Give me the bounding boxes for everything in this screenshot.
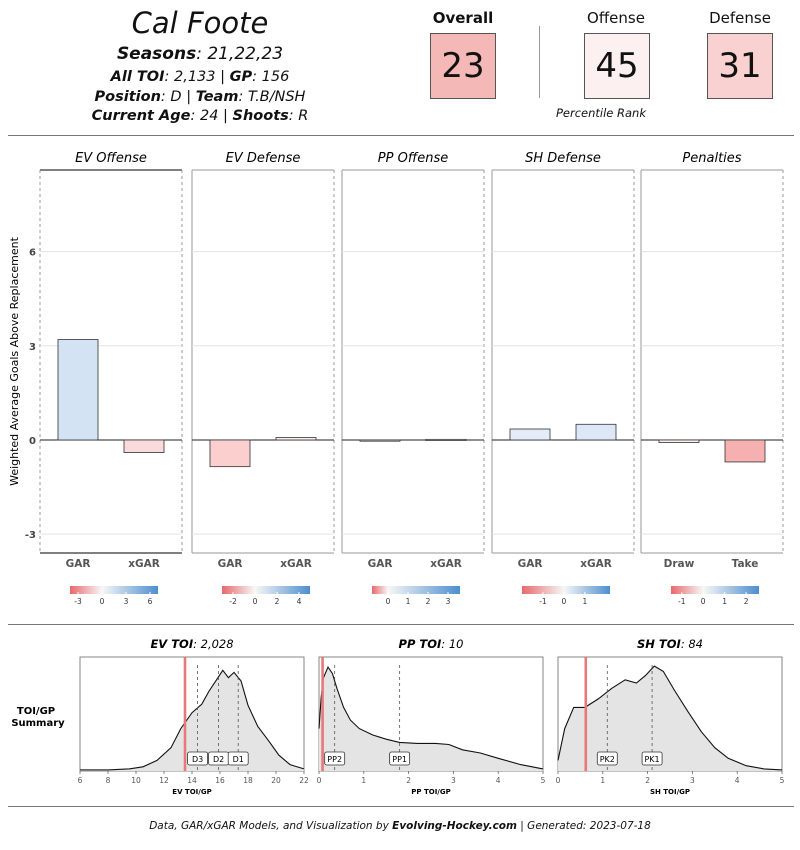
color-scale-label: 2: [425, 597, 431, 606]
gp-value: : 156: [252, 69, 290, 85]
bar-take: [725, 440, 765, 462]
color-scale-label: 6: [147, 597, 153, 606]
footer-credit: [0, 820, 800, 832]
toi-panel-1: [317, 637, 546, 796]
bar-xgar: [124, 440, 164, 453]
panel-title: SH Defense: [525, 151, 601, 166]
team-value: : T.B/NSH: [238, 89, 306, 105]
color-scale-label: -1: [677, 597, 686, 606]
color-scale-label: 3: [123, 597, 129, 606]
seasons-line: [0, 44, 400, 64]
x-tick-label: 4: [495, 776, 501, 785]
x-tick-label: 0: [555, 776, 561, 785]
x-tick-label: 12: [159, 776, 169, 785]
bar-gar: [510, 429, 550, 440]
color-scale-label: -3: [74, 597, 82, 606]
defense-rank-label: Defense: [709, 9, 771, 27]
x-tick-label: 1: [600, 776, 606, 785]
color-scale-label: 1: [405, 597, 411, 606]
gar-panel-pp-offense: [342, 151, 484, 606]
position-value: : D |: [160, 89, 196, 105]
toi-panel-0: [78, 637, 309, 796]
x-tick-label: GAR: [517, 558, 543, 570]
color-scale-label: 3: [445, 597, 451, 606]
mid-divider: [8, 624, 794, 625]
y-axis-label: Weighted Average Goals Above Replacement: [8, 237, 21, 486]
row-label: Summary: [11, 718, 65, 729]
y-tick-label: 0: [29, 435, 36, 447]
x-tick-label: xGAR: [280, 558, 312, 570]
bar-xgar: [576, 424, 616, 440]
color-scale-label: 2: [743, 597, 749, 606]
x-tick-label: 3: [451, 776, 456, 785]
header-divider: [8, 135, 794, 136]
overall-rank-label: Overall: [432, 9, 494, 27]
color-scale-label: 0: [252, 597, 258, 606]
footer-suffix: | Generated: 2023-07-18: [516, 820, 651, 832]
y-tick-label: 3: [29, 341, 36, 353]
player-name: Cal Foote: [131, 6, 269, 40]
offense-rank-value: 45: [595, 46, 639, 86]
x-tick-label: 0: [316, 776, 322, 785]
bar-xgar: [276, 437, 316, 440]
x-tick-label: Draw: [663, 558, 695, 570]
role-marker-label: D1: [232, 755, 244, 764]
color-scale-label: 0: [385, 597, 391, 606]
x-tick-label: 1: [361, 776, 367, 785]
x-tick-label: 22: [299, 776, 309, 785]
x-tick-label: 5: [779, 776, 785, 785]
role-marker-label: PK1: [644, 755, 660, 764]
toi-value: : 2,133 |: [164, 69, 230, 85]
toi-title-value: : 2,028: [193, 637, 234, 651]
toi-label: All TOI: [110, 69, 165, 85]
toi-density-chart: [0, 628, 800, 804]
seasons-label: Seasons: [116, 44, 197, 64]
gar-panel-sh-defense: [492, 151, 634, 606]
x-tick-label: 4: [734, 776, 740, 785]
panel-title: EV Offense: [75, 151, 147, 166]
x-tick-label: 8: [105, 776, 111, 785]
x-tick-label: 16: [215, 776, 225, 785]
toi-title-value: : 84: [680, 637, 703, 651]
footer-prefix: Data, GAR/xGAR Models, and Visualization by: [149, 820, 393, 832]
toi-title-value: : 10: [441, 637, 464, 651]
offense-rank-box: [584, 33, 650, 99]
toi-title-label: EV TOI: [150, 637, 194, 651]
toi-panel-title: [637, 637, 703, 651]
panel-title: PP Offense: [377, 151, 449, 166]
row-label: TOI/GP: [16, 706, 56, 717]
x-axis-label: EV TOI/GP: [172, 788, 212, 796]
color-scale-label: 0: [99, 597, 105, 606]
x-tick-label: 5: [540, 776, 546, 785]
y-tick-label: -3: [24, 530, 36, 542]
color-scale-label: 4: [296, 597, 302, 606]
x-axis-label: SH TOI/GP: [649, 788, 691, 796]
x-tick-label: Take: [731, 558, 759, 570]
x-tick-label: 2: [645, 776, 650, 785]
overall-rank-value: 23: [441, 46, 485, 86]
age-shoots-line: [0, 108, 400, 124]
overall-rank-box: [430, 33, 496, 99]
x-tick-label: 2: [406, 776, 411, 785]
seasons-value: : 21,22,23: [196, 44, 284, 64]
x-tick-label: 14: [187, 776, 197, 785]
x-tick-label: xGAR: [128, 558, 160, 570]
rank-divider: [539, 26, 540, 98]
x-tick-label: GAR: [217, 558, 243, 570]
shoots-label: Shoots: [232, 108, 289, 124]
gar-panel-ev-defense: [192, 151, 334, 606]
x-tick-label: 18: [243, 776, 253, 785]
x-axis-label: PP TOI/GP: [411, 788, 451, 796]
x-tick-label: 10: [131, 776, 141, 785]
shoots-value: : R: [288, 108, 309, 124]
role-marker-label: D2: [212, 755, 225, 764]
gar-bar-chart: [0, 140, 800, 620]
y-tick-label: 6: [29, 247, 36, 259]
position-label: Position: [94, 89, 161, 105]
color-scale-label: 1: [722, 597, 728, 606]
offense-rank-label: Offense: [587, 9, 645, 27]
bar-gar: [58, 340, 98, 440]
toi-title-label: PP TOI: [398, 637, 442, 651]
role-marker-label: PK2: [599, 755, 615, 764]
color-scale-bar: [522, 586, 610, 594]
role-marker-label: PP2: [327, 755, 343, 764]
x-tick-label: 6: [77, 776, 83, 785]
bar-gar: [210, 440, 250, 467]
gp-label: GP: [229, 69, 253, 85]
footer-brand: Evolving-Hockey.com: [392, 820, 517, 832]
toi-gp-line: [0, 69, 400, 85]
x-tick-label: xGAR: [580, 558, 612, 570]
toi-panel-2: [556, 637, 785, 796]
bar-draw: [659, 440, 699, 443]
gar-panel-ev-offense: [40, 151, 182, 606]
bar-xgar: [426, 439, 466, 440]
age-value: : 24 |: [190, 108, 233, 124]
panel-title: EV Defense: [225, 151, 301, 166]
defense-rank-value: 31: [718, 46, 762, 86]
x-tick-label: 20: [271, 776, 281, 785]
toi-panel-title: [399, 637, 464, 651]
color-scale-label: 1: [582, 597, 588, 606]
role-marker-label: D3: [191, 755, 204, 764]
x-tick-label: 3: [690, 776, 695, 785]
footer-divider: [8, 806, 794, 807]
panel-title: Penalties: [682, 151, 742, 166]
defense-rank-box: [707, 33, 773, 99]
age-label: Current Age: [91, 108, 191, 124]
color-scale-label: -1: [539, 597, 547, 606]
team-label: Team: [195, 89, 239, 105]
color-scale-label: -2: [229, 597, 237, 606]
color-scale-bar: [70, 586, 158, 594]
gar-panel-penalties: [641, 151, 783, 606]
toi-title-label: SH TOI: [637, 637, 681, 651]
bar-gar: [360, 440, 400, 441]
color-scale-label: 0: [700, 597, 706, 606]
color-scale-label: 2: [274, 597, 280, 606]
x-tick-label: xGAR: [430, 558, 462, 570]
color-scale-bar: [222, 586, 310, 594]
x-tick-label: GAR: [65, 558, 91, 570]
x-tick-label: GAR: [367, 558, 393, 570]
position-team-line: [0, 89, 400, 105]
color-scale-label: 0: [561, 597, 567, 606]
toi-panel-title: [150, 637, 233, 651]
role-marker-label: PP1: [392, 755, 408, 764]
color-scale-bar: [372, 586, 460, 594]
percentile-caption: Percentile Rank: [555, 106, 647, 120]
